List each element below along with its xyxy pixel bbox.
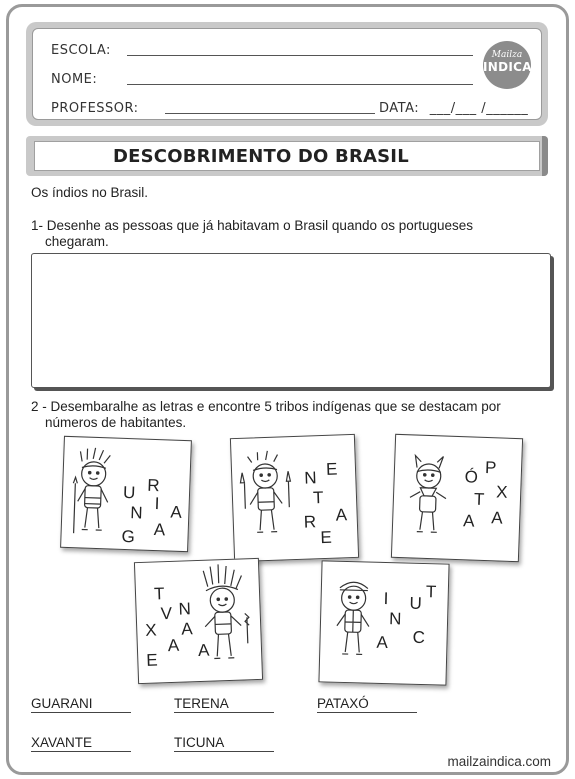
- card4-letter-5: A: [180, 619, 193, 639]
- card4-letter-6: A: [167, 635, 180, 656]
- title-banner: [26, 136, 548, 176]
- tribe-card-4: [134, 558, 263, 684]
- card3-letter-4: X: [495, 482, 508, 502]
- data-row: [379, 101, 528, 116]
- card4-letter-2: V: [160, 603, 173, 624]
- header-inner: [32, 28, 542, 120]
- mailza-indica-logo: [483, 41, 531, 89]
- professor-label: PROFESSOR:: [51, 101, 139, 116]
- card2-letter-5: R: [303, 512, 317, 532]
- indigenous-child-figure-icon: [237, 447, 298, 549]
- nome-field[interactable]: [127, 84, 473, 85]
- card5-letter-3: T: [425, 582, 437, 602]
- card1-letter-4: I: [154, 494, 160, 514]
- card1-letter-3: N: [130, 503, 143, 523]
- card5-letter-2: U: [409, 593, 423, 613]
- intro-text: Os índios no Brasil.: [31, 185, 149, 200]
- card5-letter-5: A: [376, 632, 389, 653]
- footer-url: mailzaindica.com: [447, 754, 551, 769]
- card3-letter-1: Ó: [464, 467, 479, 487]
- card3-letter-6: A: [491, 508, 504, 528]
- question2-line2: números de habitantes.: [45, 415, 187, 430]
- escola-label: ESCOLA:: [51, 43, 111, 58]
- question2-line1: 2 - Desembaralhe as letras e encontre 5 tribos indígenas que se destacam por: [31, 399, 501, 414]
- indigenous-child-figure-icon: [400, 445, 459, 547]
- professor-row: [51, 101, 139, 116]
- escola-field[interactable]: [127, 55, 473, 56]
- card1-letter-1: U: [122, 482, 136, 503]
- answer-1[interactable]: GUARANI: [31, 696, 131, 713]
- card3-letter-5: A: [462, 511, 475, 531]
- nome-label: NOME:: [51, 72, 98, 87]
- logo-bottom-text: INDICA: [483, 60, 532, 74]
- question1-line1: 1- Desenhe as pessoas que já habitavam o Brasil quando os portugueses: [31, 218, 474, 233]
- card1-letter-6: G: [121, 526, 136, 547]
- card2-letter-1: N: [303, 468, 317, 488]
- card4-letter-8: A: [197, 640, 210, 661]
- card3-letter-3: T: [473, 489, 485, 509]
- card5-letter-4: N: [388, 609, 402, 629]
- card3-letter-2: P: [484, 457, 497, 478]
- page-title: DESCOBRIMENTO DO BRASIL: [113, 146, 409, 167]
- tribe-card-1: [60, 436, 192, 552]
- header-box: [26, 22, 548, 126]
- data-blanks[interactable]: ___/___ /______: [429, 101, 529, 116]
- answer-3[interactable]: PATAXÓ: [317, 696, 417, 713]
- indigenous-child-figure-icon: [326, 568, 383, 669]
- logo-top-text: Mailza: [491, 50, 523, 60]
- card2-letter-3: T: [312, 487, 324, 508]
- card4-letter-7: E: [146, 650, 159, 670]
- card1-letter-2: R: [146, 475, 160, 496]
- escola-row: [51, 43, 111, 58]
- card1-letter-5: A: [170, 502, 183, 522]
- card5-letter-1: I: [383, 588, 389, 609]
- card5-letter-6: C: [412, 627, 426, 648]
- card4-letter-3: N: [178, 599, 192, 619]
- card4-letter-1: T: [153, 584, 165, 604]
- question1-line2: chegaram.: [45, 234, 109, 249]
- drawing-area[interactable]: [31, 253, 551, 388]
- answer-2[interactable]: TERENA: [174, 696, 274, 713]
- card1-letter-7: A: [153, 519, 166, 540]
- data-label: DATA:: [379, 101, 420, 116]
- indigenous-child-figure-icon: [67, 443, 120, 545]
- professor-field[interactable]: [165, 113, 375, 114]
- tribe-card-3: [391, 434, 523, 562]
- nome-row: [51, 72, 97, 87]
- card2-letter-6: E: [320, 527, 333, 548]
- tribe-card-2: [230, 434, 359, 562]
- answer-5[interactable]: TICUNA: [174, 735, 274, 752]
- answer-4[interactable]: XAVANTE: [31, 735, 131, 752]
- card4-letter-4: X: [144, 620, 157, 640]
- title-inner: [34, 141, 540, 171]
- card2-letter-4: A: [335, 505, 348, 525]
- tribe-card-5: [318, 560, 449, 685]
- card2-letter-2: E: [325, 459, 338, 479]
